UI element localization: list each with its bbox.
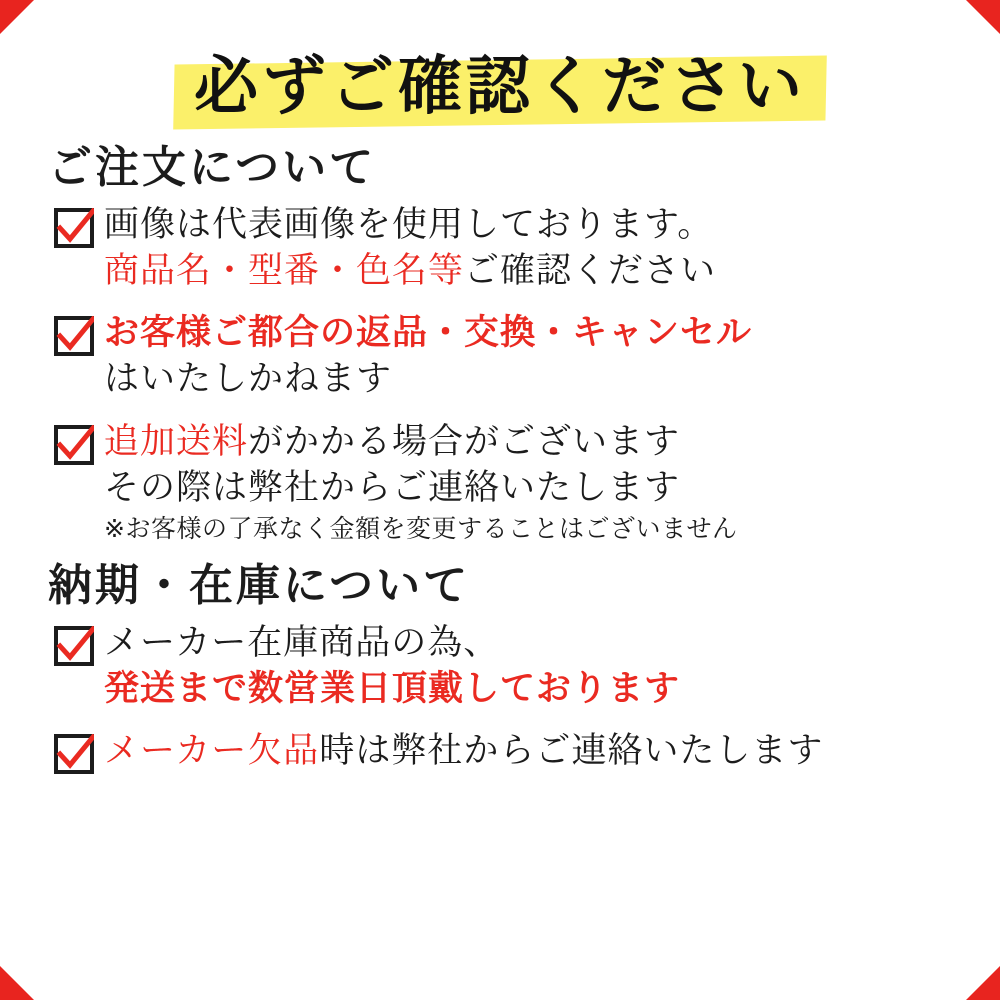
corner-accent-top-left [0,0,34,34]
text-line: 発送まで数営業日頂戴しております [104,669,681,710]
page-title [180,48,820,129]
section-heading-delivery: 納期・在庫について [48,560,471,612]
corner-accent-bottom-left [0,966,34,1000]
text-line [104,419,954,465]
page-title-text: 必ずご確認ください [194,50,806,124]
corner-accent-top-right [966,0,1000,34]
text-normal: ご確認ください [464,250,717,291]
list-item [46,620,954,712]
footnote: ※お客様の了承なく金額を変更することはございません [104,513,738,543]
text-emphasis: 商品名・型番・色名等 [104,250,465,291]
text-normal: がかかる場合がございます [248,421,681,462]
text-line: 画像は代表画像を使用しております。 [104,204,714,245]
text-line [104,248,954,294]
checkbox-checked-icon [54,316,94,356]
text-line [104,728,954,774]
list-item-text [104,202,954,294]
section-delivery-stock [46,561,954,774]
list-item [46,419,954,546]
checkbox-checked-icon [54,425,94,465]
checkbox-checked-icon [54,626,94,666]
section-heading-orders: ご注文について [48,142,377,194]
text-line: メーカー在庫商品の為、 [104,623,500,663]
text-normal: 時は弊社からご連絡いたします [319,731,824,772]
list-item-text [104,419,954,546]
list-item-text [104,728,954,774]
text-line: お客様ご都合の返品・交換・キャンセル [104,313,753,354]
headline-banner [46,48,954,129]
list-item-text [104,310,954,402]
list-item-text [104,620,954,712]
list-item [46,202,954,294]
list-item [46,728,954,774]
text-emphasis: メーカー欠品 [104,731,320,772]
text-emphasis: 追加送料 [104,421,249,462]
checkbox-checked-icon [54,734,94,774]
checkbox-checked-icon [54,208,94,248]
corner-accent-bottom-right [966,966,1000,1000]
text-line: その際は弊社からご連絡いたします [104,467,681,508]
section-orders [46,143,954,545]
text-line: はいたしかねます [104,359,393,400]
list-item [46,310,954,402]
